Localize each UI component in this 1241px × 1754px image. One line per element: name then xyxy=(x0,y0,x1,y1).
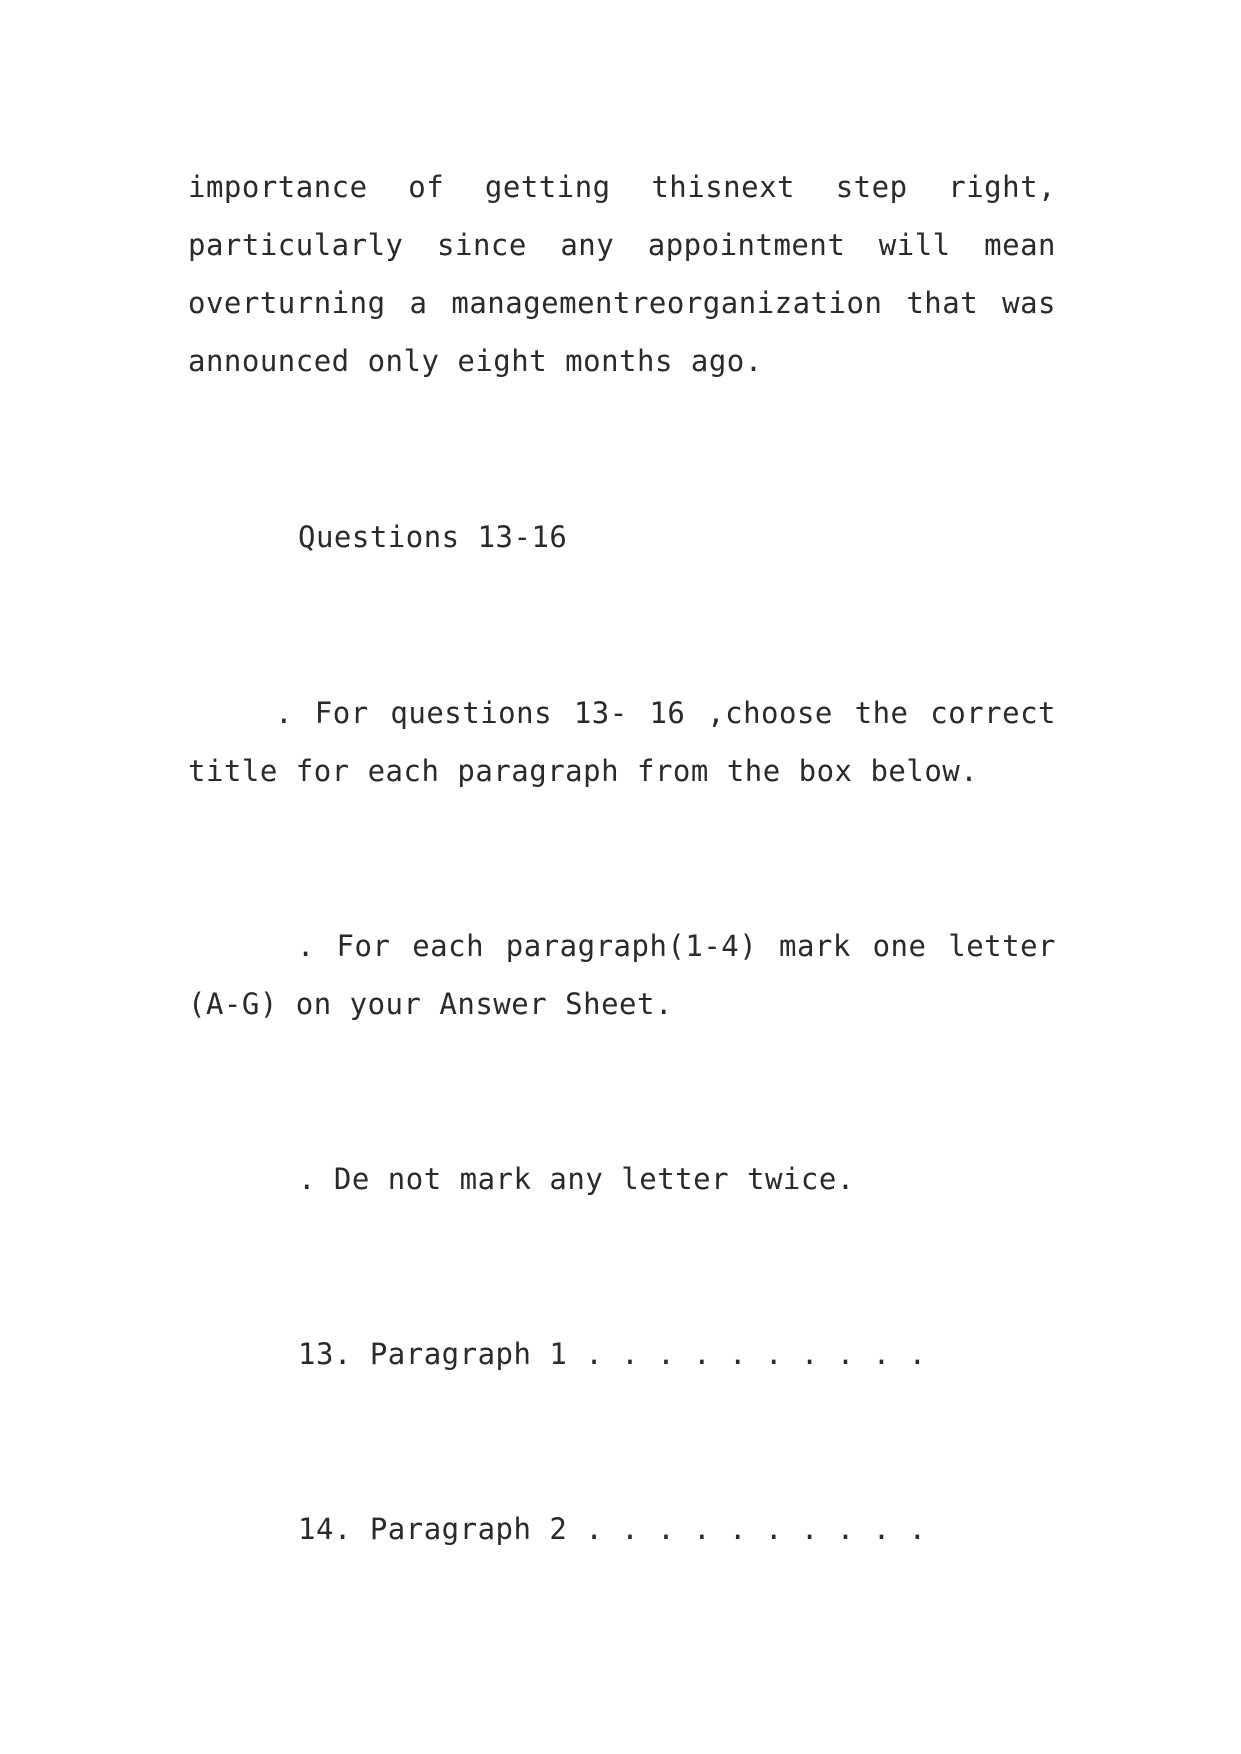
instruction-line: . For questions 13- 16 ,choose the correct xyxy=(188,696,1056,730)
questions-heading: Questions 13-16 xyxy=(298,520,568,554)
paragraph-line: importance of getting thisnext step right, xyxy=(188,170,1056,204)
paragraph-continuation xyxy=(188,158,1056,390)
paragraph-line: announced only eight months ago. xyxy=(188,344,763,378)
instruction-block-2 xyxy=(188,917,1056,1033)
instruction-line: . For each paragraph(1-4) mark one letter xyxy=(188,929,1056,963)
question-item-13: 13. Paragraph 1 . . . . . . . . . . xyxy=(298,1337,927,1371)
instruction-block-1 xyxy=(188,684,1056,800)
instruction-line: title for each paragraph from the box below. xyxy=(188,754,979,788)
instruction-3: . De not mark any letter twice. xyxy=(298,1162,855,1196)
paragraph-line: particularly since any appointment will mean xyxy=(188,228,1056,262)
instruction-line: (A-G) on your Answer Sheet. xyxy=(188,987,673,1021)
paragraph-line: overturning a managementreorganization that was xyxy=(188,286,1056,320)
question-item-14: 14. Paragraph 2 . . . . . . . . . . xyxy=(298,1512,927,1546)
